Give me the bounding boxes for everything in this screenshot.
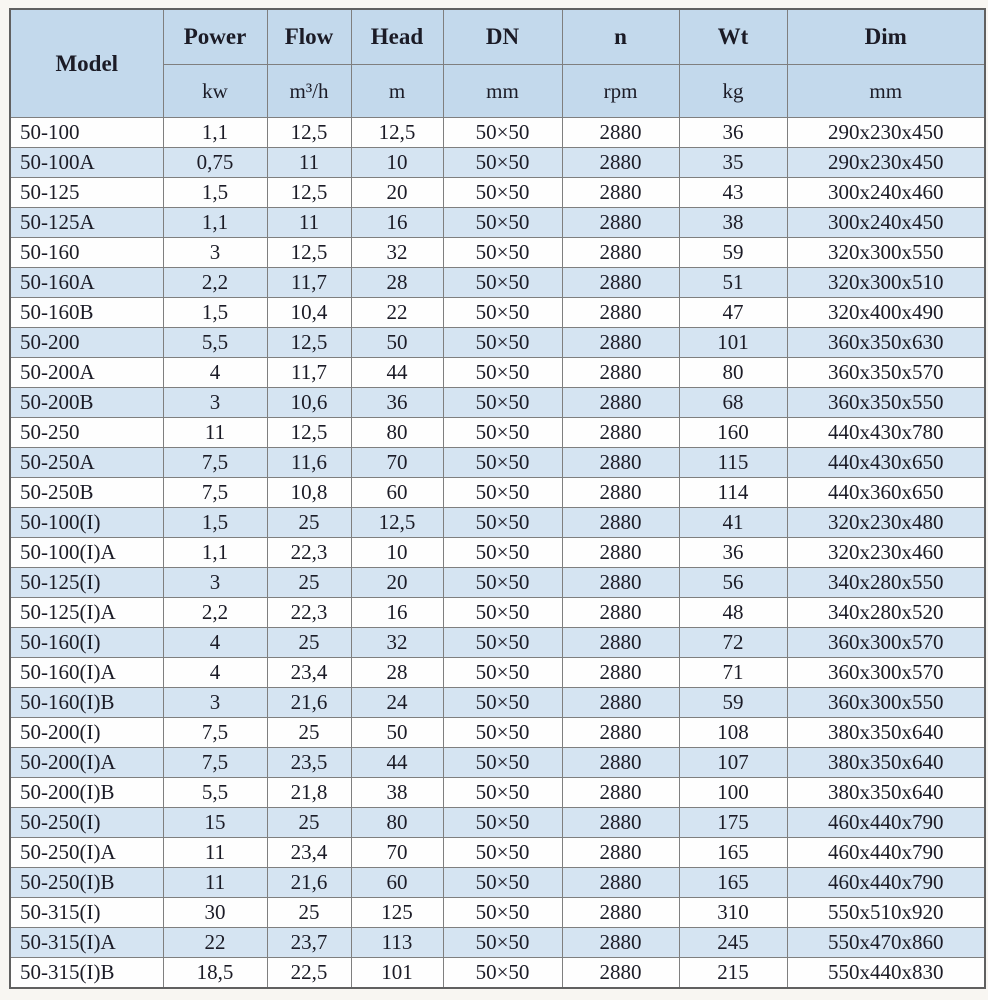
col-header-n: n xyxy=(562,9,679,65)
value-cell: 11 xyxy=(163,868,267,898)
table-row xyxy=(10,898,985,928)
value-cell: 50×50 xyxy=(443,208,562,238)
model-cell: 50-315(I)B xyxy=(10,958,163,988)
value-cell: 36 xyxy=(351,388,443,418)
value-cell: 2880 xyxy=(562,508,679,538)
value-cell: 25 xyxy=(267,568,351,598)
table-row xyxy=(10,448,985,478)
value-cell: 550x440x830 xyxy=(787,958,985,988)
value-cell: 50×50 xyxy=(443,688,562,718)
value-cell: 360x300x550 xyxy=(787,688,985,718)
model-cell: 50-250B xyxy=(10,478,163,508)
table-row xyxy=(10,508,985,538)
value-cell: 32 xyxy=(351,238,443,268)
value-cell: 72 xyxy=(679,628,787,658)
col-unit-wt: kg xyxy=(679,65,787,118)
value-cell: 3 xyxy=(163,688,267,718)
value-cell: 50 xyxy=(351,718,443,748)
model-cell: 50-125(I) xyxy=(10,568,163,598)
value-cell: 25 xyxy=(267,628,351,658)
col-header-flow: Flow xyxy=(267,9,351,65)
model-cell: 50-125(I)A xyxy=(10,598,163,628)
value-cell: 360x350x570 xyxy=(787,358,985,388)
model-cell: 50-100(I)A xyxy=(10,538,163,568)
value-cell: 2880 xyxy=(562,688,679,718)
col-header-dn: DN xyxy=(443,9,562,65)
value-cell: 245 xyxy=(679,928,787,958)
value-cell: 12,5 xyxy=(267,238,351,268)
value-cell: 7,5 xyxy=(163,718,267,748)
value-cell: 2880 xyxy=(562,418,679,448)
value-cell: 50×50 xyxy=(443,628,562,658)
value-cell: 300x240x460 xyxy=(787,178,985,208)
value-cell: 1,1 xyxy=(163,118,267,148)
col-header-wt: Wt xyxy=(679,9,787,65)
model-cell: 50-250(I) xyxy=(10,808,163,838)
value-cell: 3 xyxy=(163,388,267,418)
value-cell: 11,6 xyxy=(267,448,351,478)
col-unit-dn: mm xyxy=(443,65,562,118)
table-row xyxy=(10,148,985,178)
value-cell: 50×50 xyxy=(443,748,562,778)
value-cell: 300x240x450 xyxy=(787,208,985,238)
value-cell: 4 xyxy=(163,658,267,688)
col-header-head: Head xyxy=(351,9,443,65)
model-cell: 50-200B xyxy=(10,388,163,418)
value-cell: 50 xyxy=(351,328,443,358)
value-cell: 1,1 xyxy=(163,208,267,238)
col-unit-head: m xyxy=(351,65,443,118)
table-row xyxy=(10,478,985,508)
value-cell: 175 xyxy=(679,808,787,838)
table-row xyxy=(10,778,985,808)
table-row xyxy=(10,658,985,688)
value-cell: 360x300x570 xyxy=(787,658,985,688)
value-cell: 550x470x860 xyxy=(787,928,985,958)
col-unit-dim: mm xyxy=(787,65,985,118)
value-cell: 11,7 xyxy=(267,268,351,298)
value-cell: 11,7 xyxy=(267,358,351,388)
value-cell: 2880 xyxy=(562,898,679,928)
value-cell: 11 xyxy=(267,148,351,178)
value-cell: 380x350x640 xyxy=(787,718,985,748)
value-cell: 2880 xyxy=(562,628,679,658)
value-cell: 2880 xyxy=(562,148,679,178)
value-cell: 23,5 xyxy=(267,748,351,778)
value-cell: 440x360x650 xyxy=(787,478,985,508)
value-cell: 5,5 xyxy=(163,328,267,358)
value-cell: 24 xyxy=(351,688,443,718)
value-cell: 460x440x790 xyxy=(787,868,985,898)
value-cell: 50×50 xyxy=(443,538,562,568)
value-cell: 25 xyxy=(267,898,351,928)
value-cell: 108 xyxy=(679,718,787,748)
value-cell: 50×50 xyxy=(443,568,562,598)
value-cell: 12,5 xyxy=(351,118,443,148)
value-cell: 320x230x480 xyxy=(787,508,985,538)
value-cell: 80 xyxy=(351,808,443,838)
value-cell: 36 xyxy=(679,538,787,568)
value-cell: 56 xyxy=(679,568,787,598)
value-cell: 50×50 xyxy=(443,838,562,868)
value-cell: 47 xyxy=(679,298,787,328)
value-cell: 320x400x490 xyxy=(787,298,985,328)
value-cell: 2880 xyxy=(562,358,679,388)
model-cell: 50-160A xyxy=(10,268,163,298)
table-row xyxy=(10,328,985,358)
value-cell: 5,5 xyxy=(163,778,267,808)
value-cell: 38 xyxy=(351,778,443,808)
value-cell: 50×50 xyxy=(443,178,562,208)
value-cell: 10 xyxy=(351,148,443,178)
value-cell: 50×50 xyxy=(443,718,562,748)
model-cell: 50-160B xyxy=(10,298,163,328)
value-cell: 70 xyxy=(351,448,443,478)
value-cell: 310 xyxy=(679,898,787,928)
model-cell: 50-200(I) xyxy=(10,718,163,748)
value-cell: 3 xyxy=(163,568,267,598)
value-cell: 380x350x640 xyxy=(787,748,985,778)
value-cell: 50×50 xyxy=(443,268,562,298)
table-row xyxy=(10,868,985,898)
value-cell: 18,5 xyxy=(163,958,267,988)
value-cell: 10 xyxy=(351,538,443,568)
value-cell: 215 xyxy=(679,958,787,988)
value-cell: 2880 xyxy=(562,868,679,898)
value-cell: 7,5 xyxy=(163,478,267,508)
value-cell: 7,5 xyxy=(163,748,267,778)
value-cell: 440x430x650 xyxy=(787,448,985,478)
value-cell: 2880 xyxy=(562,928,679,958)
value-cell: 20 xyxy=(351,178,443,208)
value-cell: 7,5 xyxy=(163,448,267,478)
value-cell: 50×50 xyxy=(443,478,562,508)
value-cell: 460x440x790 xyxy=(787,838,985,868)
table-row xyxy=(10,598,985,628)
value-cell: 50×50 xyxy=(443,238,562,268)
value-cell: 2880 xyxy=(562,838,679,868)
value-cell: 115 xyxy=(679,448,787,478)
value-cell: 113 xyxy=(351,928,443,958)
table-row xyxy=(10,268,985,298)
value-cell: 25 xyxy=(267,508,351,538)
value-cell: 35 xyxy=(679,148,787,178)
value-cell: 10,8 xyxy=(267,478,351,508)
table-row xyxy=(10,928,985,958)
value-cell: 2880 xyxy=(562,118,679,148)
table-row xyxy=(10,238,985,268)
model-cell: 50-250(I)B xyxy=(10,868,163,898)
table-row xyxy=(10,118,985,148)
value-cell: 50×50 xyxy=(443,658,562,688)
pump-spec-table xyxy=(9,8,986,989)
value-cell: 50×50 xyxy=(443,958,562,988)
value-cell: 25 xyxy=(267,718,351,748)
value-cell: 2,2 xyxy=(163,598,267,628)
value-cell: 68 xyxy=(679,388,787,418)
value-cell: 125 xyxy=(351,898,443,928)
value-cell: 360x300x570 xyxy=(787,628,985,658)
value-cell: 160 xyxy=(679,418,787,448)
value-cell: 4 xyxy=(163,628,267,658)
value-cell: 2880 xyxy=(562,808,679,838)
value-cell: 1,1 xyxy=(163,538,267,568)
model-cell: 50-315(I) xyxy=(10,898,163,928)
value-cell: 50×50 xyxy=(443,898,562,928)
model-cell: 50-250 xyxy=(10,418,163,448)
value-cell: 460x440x790 xyxy=(787,808,985,838)
table-body xyxy=(10,118,985,988)
model-cell: 50-100(I) xyxy=(10,508,163,538)
table-row xyxy=(10,838,985,868)
table-row xyxy=(10,628,985,658)
value-cell: 22 xyxy=(351,298,443,328)
value-cell: 22,3 xyxy=(267,538,351,568)
value-cell: 3 xyxy=(163,238,267,268)
model-cell: 50-160(I)A xyxy=(10,658,163,688)
value-cell: 101 xyxy=(351,958,443,988)
value-cell: 36 xyxy=(679,118,787,148)
table-row xyxy=(10,808,985,838)
value-cell: 440x430x780 xyxy=(787,418,985,448)
value-cell: 22 xyxy=(163,928,267,958)
value-cell: 50×50 xyxy=(443,808,562,838)
value-cell: 50×50 xyxy=(443,778,562,808)
value-cell: 550x510x920 xyxy=(787,898,985,928)
value-cell: 100 xyxy=(679,778,787,808)
value-cell: 290x230x450 xyxy=(787,148,985,178)
value-cell: 2880 xyxy=(562,748,679,778)
value-cell: 23,7 xyxy=(267,928,351,958)
table-row xyxy=(10,178,985,208)
value-cell: 43 xyxy=(679,178,787,208)
value-cell: 50×50 xyxy=(443,928,562,958)
value-cell: 11 xyxy=(163,418,267,448)
value-cell: 48 xyxy=(679,598,787,628)
value-cell: 2880 xyxy=(562,328,679,358)
col-header-dim: Dim xyxy=(787,9,985,65)
table-row xyxy=(10,388,985,418)
value-cell: 15 xyxy=(163,808,267,838)
model-cell: 50-100A xyxy=(10,148,163,178)
value-cell: 2880 xyxy=(562,268,679,298)
value-cell: 60 xyxy=(351,868,443,898)
value-cell: 1,5 xyxy=(163,508,267,538)
table-row xyxy=(10,418,985,448)
header-label-row xyxy=(10,9,985,65)
value-cell: 70 xyxy=(351,838,443,868)
value-cell: 165 xyxy=(679,868,787,898)
value-cell: 12,5 xyxy=(351,508,443,538)
value-cell: 1,5 xyxy=(163,178,267,208)
model-cell: 50-100 xyxy=(10,118,163,148)
value-cell: 30 xyxy=(163,898,267,928)
value-cell: 25 xyxy=(267,808,351,838)
value-cell: 4 xyxy=(163,358,267,388)
value-cell: 107 xyxy=(679,748,787,778)
value-cell: 12,5 xyxy=(267,178,351,208)
value-cell: 11 xyxy=(163,838,267,868)
value-cell: 16 xyxy=(351,208,443,238)
value-cell: 10,4 xyxy=(267,298,351,328)
value-cell: 320x300x510 xyxy=(787,268,985,298)
model-cell: 50-160 xyxy=(10,238,163,268)
value-cell: 114 xyxy=(679,478,787,508)
value-cell: 12,5 xyxy=(267,328,351,358)
value-cell: 360x350x550 xyxy=(787,388,985,418)
value-cell: 10,6 xyxy=(267,388,351,418)
value-cell: 2880 xyxy=(562,958,679,988)
value-cell: 22,3 xyxy=(267,598,351,628)
value-cell: 80 xyxy=(679,358,787,388)
value-cell: 23,4 xyxy=(267,658,351,688)
table-row xyxy=(10,298,985,328)
value-cell: 2880 xyxy=(562,298,679,328)
table-row xyxy=(10,688,985,718)
value-cell: 165 xyxy=(679,838,787,868)
value-cell: 2880 xyxy=(562,208,679,238)
value-cell: 50×50 xyxy=(443,298,562,328)
value-cell: 50×50 xyxy=(443,598,562,628)
value-cell: 360x350x630 xyxy=(787,328,985,358)
model-cell: 50-160(I) xyxy=(10,628,163,658)
value-cell: 2880 xyxy=(562,598,679,628)
table-row xyxy=(10,958,985,988)
value-cell: 290x230x450 xyxy=(787,118,985,148)
value-cell: 50×50 xyxy=(443,418,562,448)
col-unit-power: kw xyxy=(163,65,267,118)
value-cell: 1,5 xyxy=(163,298,267,328)
value-cell: 41 xyxy=(679,508,787,538)
value-cell: 0,75 xyxy=(163,148,267,178)
value-cell: 21,8 xyxy=(267,778,351,808)
value-cell: 80 xyxy=(351,418,443,448)
value-cell: 38 xyxy=(679,208,787,238)
value-cell: 50×50 xyxy=(443,358,562,388)
model-cell: 50-200A xyxy=(10,358,163,388)
model-cell: 50-125 xyxy=(10,178,163,208)
value-cell: 2880 xyxy=(562,538,679,568)
value-cell: 12,5 xyxy=(267,418,351,448)
value-cell: 2,2 xyxy=(163,268,267,298)
model-cell: 50-200(I)A xyxy=(10,748,163,778)
model-cell: 50-315(I)A xyxy=(10,928,163,958)
value-cell: 380x350x640 xyxy=(787,778,985,808)
value-cell: 101 xyxy=(679,328,787,358)
value-cell: 44 xyxy=(351,748,443,778)
value-cell: 2880 xyxy=(562,388,679,418)
value-cell: 28 xyxy=(351,658,443,688)
value-cell: 50×50 xyxy=(443,328,562,358)
value-cell: 2880 xyxy=(562,238,679,268)
value-cell: 320x300x550 xyxy=(787,238,985,268)
value-cell: 59 xyxy=(679,688,787,718)
value-cell: 320x230x460 xyxy=(787,538,985,568)
table-header xyxy=(10,9,985,118)
value-cell: 50×50 xyxy=(443,118,562,148)
value-cell: 2880 xyxy=(562,568,679,598)
value-cell: 340x280x550 xyxy=(787,568,985,598)
value-cell: 44 xyxy=(351,358,443,388)
table-row xyxy=(10,748,985,778)
table-row xyxy=(10,208,985,238)
value-cell: 71 xyxy=(679,658,787,688)
value-cell: 11 xyxy=(267,208,351,238)
value-cell: 20 xyxy=(351,568,443,598)
value-cell: 21,6 xyxy=(267,868,351,898)
col-unit-flow: m³/h xyxy=(267,65,351,118)
model-cell: 50-250A xyxy=(10,448,163,478)
value-cell: 50×50 xyxy=(443,868,562,898)
value-cell: 2880 xyxy=(562,478,679,508)
value-cell: 2880 xyxy=(562,778,679,808)
value-cell: 50×50 xyxy=(443,148,562,178)
value-cell: 2880 xyxy=(562,658,679,688)
value-cell: 2880 xyxy=(562,448,679,478)
model-cell: 50-160(I)B xyxy=(10,688,163,718)
value-cell: 23,4 xyxy=(267,838,351,868)
model-cell: 50-250(I)A xyxy=(10,838,163,868)
col-unit-n: rpm xyxy=(562,65,679,118)
value-cell: 16 xyxy=(351,598,443,628)
value-cell: 60 xyxy=(351,478,443,508)
value-cell: 21,6 xyxy=(267,688,351,718)
model-cell: 50-125A xyxy=(10,208,163,238)
table-row xyxy=(10,358,985,388)
table-row xyxy=(10,718,985,748)
model-cell: 50-200(I)B xyxy=(10,778,163,808)
value-cell: 32 xyxy=(351,628,443,658)
table-row xyxy=(10,568,985,598)
value-cell: 22,5 xyxy=(267,958,351,988)
value-cell: 340x280x520 xyxy=(787,598,985,628)
value-cell: 50×50 xyxy=(443,388,562,418)
value-cell: 50×50 xyxy=(443,508,562,538)
col-header-power: Power xyxy=(163,9,267,65)
col-header-model: Model xyxy=(10,9,163,118)
value-cell: 59 xyxy=(679,238,787,268)
value-cell: 50×50 xyxy=(443,448,562,478)
table-row xyxy=(10,538,985,568)
value-cell: 28 xyxy=(351,268,443,298)
value-cell: 2880 xyxy=(562,718,679,748)
value-cell: 12,5 xyxy=(267,118,351,148)
value-cell: 51 xyxy=(679,268,787,298)
value-cell: 2880 xyxy=(562,178,679,208)
model-cell: 50-200 xyxy=(10,328,163,358)
